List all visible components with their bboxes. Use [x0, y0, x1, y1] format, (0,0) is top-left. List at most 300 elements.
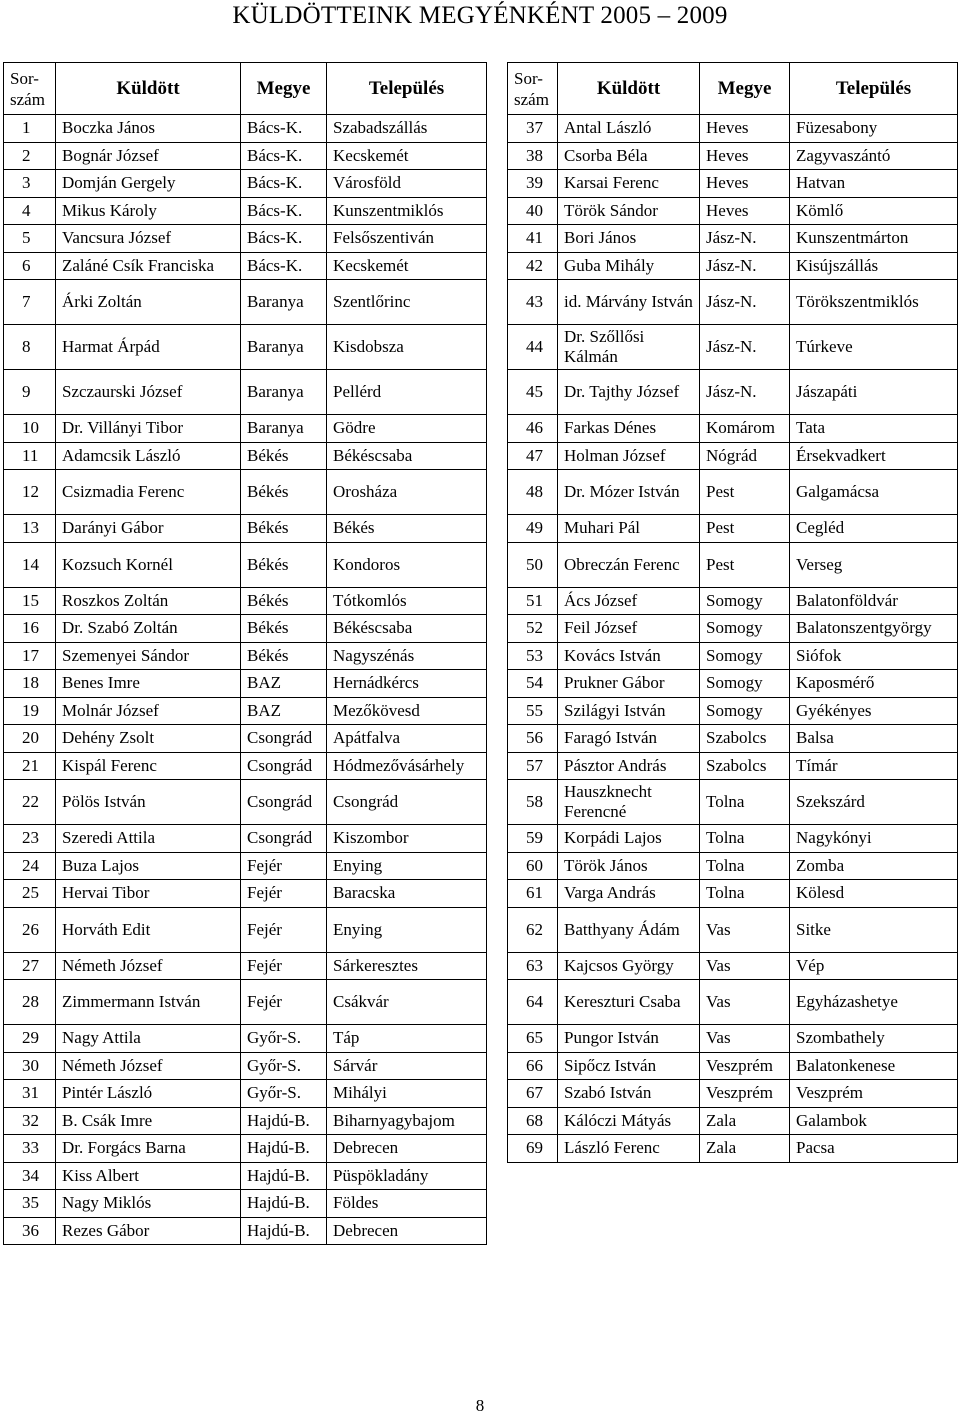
- county-name: BAZ: [241, 697, 327, 725]
- header-telepules: Település: [327, 63, 487, 115]
- town-name: Érsekvadkert: [790, 442, 958, 470]
- county-name: Komárom: [700, 415, 790, 443]
- delegate-name: Kiss Albert: [56, 1162, 241, 1190]
- table-row: [4, 115, 487, 143]
- row-number: 7: [4, 280, 56, 325]
- county-name: Pest: [700, 470, 790, 515]
- town-name: Debrecen: [327, 1217, 487, 1245]
- row-number: 58: [508, 780, 558, 825]
- county-name: Jász-N.: [700, 280, 790, 325]
- county-name: Somogy: [700, 587, 790, 615]
- county-name: Bács-K.: [241, 115, 327, 143]
- delegate-name: Dr. Tajthy József: [558, 370, 700, 415]
- delegate-name: Németh József: [56, 952, 241, 980]
- delegate-name: Obreczán Ferenc: [558, 542, 700, 587]
- table-row: [508, 587, 958, 615]
- county-name: Somogy: [700, 615, 790, 643]
- town-name: Kisdobsza: [327, 325, 487, 370]
- table-row: [508, 170, 958, 198]
- table-row: [508, 907, 958, 952]
- town-name: Kecskemét: [327, 142, 487, 170]
- table-row: [4, 725, 487, 753]
- table-row: [508, 252, 958, 280]
- town-name: Balatonkenese: [790, 1052, 958, 1080]
- delegate-name: Karsai Ferenc: [558, 170, 700, 198]
- town-name: Biharnyagybajom: [327, 1107, 487, 1135]
- delegate-name: Harmat Árpád: [56, 325, 241, 370]
- delegate-name: Dr. Forgács Barna: [56, 1135, 241, 1163]
- county-name: Pest: [700, 542, 790, 587]
- row-number: 66: [508, 1052, 558, 1080]
- town-name: Verseg: [790, 542, 958, 587]
- town-name: Füzesabony: [790, 115, 958, 143]
- town-name: Kölesd: [790, 880, 958, 908]
- county-name: Hajdú-B.: [241, 1217, 327, 1245]
- table-row: [4, 1052, 487, 1080]
- row-number: 28: [4, 980, 56, 1025]
- county-name: Békés: [241, 542, 327, 587]
- county-name: Győr-S.: [241, 1052, 327, 1080]
- table-row: [508, 825, 958, 853]
- county-name: Békés: [241, 587, 327, 615]
- delegate-name: Batthyany Ádám: [558, 907, 700, 952]
- row-number: 25: [4, 880, 56, 908]
- row-number: 20: [4, 725, 56, 753]
- table-header-row: [4, 63, 487, 115]
- delegate-name: Pölös István: [56, 780, 241, 825]
- header-megye: Megye: [700, 63, 790, 115]
- delegate-name: Mikus Károly: [56, 197, 241, 225]
- county-name: Tolna: [700, 880, 790, 908]
- row-number: 53: [508, 642, 558, 670]
- town-name: Gödre: [327, 415, 487, 443]
- town-name: Hernádkércs: [327, 670, 487, 698]
- table-row: [4, 697, 487, 725]
- town-name: Kecskemét: [327, 252, 487, 280]
- table-row: [4, 197, 487, 225]
- delegate-name: Boczka János: [56, 115, 241, 143]
- delegate-name: Zimmermann István: [56, 980, 241, 1025]
- table-row: [4, 1025, 487, 1053]
- delegate-name: Molnár József: [56, 697, 241, 725]
- row-number: 33: [4, 1135, 56, 1163]
- county-name: Veszprém: [700, 1080, 790, 1108]
- table-row: [508, 725, 958, 753]
- delegate-name: Dehény Zsolt: [56, 725, 241, 753]
- row-number: 43: [508, 280, 558, 325]
- table-row: [4, 325, 487, 370]
- delegate-name: Pungor István: [558, 1025, 700, 1053]
- county-name: Jász-N.: [700, 252, 790, 280]
- delegate-name: Zaláné Csík Franciska: [56, 252, 241, 280]
- row-number: 19: [4, 697, 56, 725]
- delegate-name: Muhari Pál: [558, 515, 700, 543]
- town-name: Egyházashetye: [790, 980, 958, 1025]
- table-row: [508, 615, 958, 643]
- town-name: Sárkeresztes: [327, 952, 487, 980]
- town-name: Orosháza: [327, 470, 487, 515]
- row-number: 9: [4, 370, 56, 415]
- table-row: [508, 980, 958, 1025]
- delegate-name: Faragó István: [558, 725, 700, 753]
- town-name: Csongrád: [327, 780, 487, 825]
- delegate-name: Pintér László: [56, 1080, 241, 1108]
- county-name: Zala: [700, 1135, 790, 1163]
- table-row: [4, 415, 487, 443]
- delegate-name: Ács József: [558, 587, 700, 615]
- row-number: 40: [508, 197, 558, 225]
- row-number: 61: [508, 880, 558, 908]
- row-number: 16: [4, 615, 56, 643]
- table-body-left: [4, 115, 487, 1245]
- county-name: Somogy: [700, 697, 790, 725]
- county-name: Vas: [700, 1025, 790, 1053]
- town-name: Balatonföldvár: [790, 587, 958, 615]
- delegate-name: Domján Gergely: [56, 170, 241, 198]
- town-name: Szabadszállás: [327, 115, 487, 143]
- county-name: Bács-K.: [241, 225, 327, 253]
- row-number: 39: [508, 170, 558, 198]
- table-row: [4, 142, 487, 170]
- table-row: [508, 142, 958, 170]
- county-name: Baranya: [241, 370, 327, 415]
- row-number: 56: [508, 725, 558, 753]
- row-number: 67: [508, 1080, 558, 1108]
- county-name: Tolna: [700, 852, 790, 880]
- row-number: 26: [4, 907, 56, 952]
- county-name: Csongrád: [241, 825, 327, 853]
- county-name: Hajdú-B.: [241, 1162, 327, 1190]
- delegate-name: Szabó István: [558, 1080, 700, 1108]
- town-name: Kondoros: [327, 542, 487, 587]
- row-number: 24: [4, 852, 56, 880]
- town-name: Csákvár: [327, 980, 487, 1025]
- table-row: [4, 542, 487, 587]
- town-name: Enying: [327, 907, 487, 952]
- delegate-name: Feil József: [558, 615, 700, 643]
- county-name: Baranya: [241, 325, 327, 370]
- county-name: Jász-N.: [700, 370, 790, 415]
- county-name: Csongrád: [241, 780, 327, 825]
- county-name: Heves: [700, 197, 790, 225]
- row-number: 3: [4, 170, 56, 198]
- county-name: Fejér: [241, 907, 327, 952]
- table-header-row: [508, 63, 958, 115]
- table-row: [508, 1080, 958, 1108]
- row-number: 17: [4, 642, 56, 670]
- county-name: Jász-N.: [700, 225, 790, 253]
- delegate-name: Csorba Béla: [558, 142, 700, 170]
- table-row: [508, 515, 958, 543]
- delegate-name: Adamcsik László: [56, 442, 241, 470]
- row-number: 65: [508, 1025, 558, 1053]
- county-name: Fejér: [241, 852, 327, 880]
- header-sorszam: Sor- szám: [4, 63, 56, 115]
- county-name: Heves: [700, 170, 790, 198]
- delegate-name: Bori János: [558, 225, 700, 253]
- table-row: [4, 280, 487, 325]
- county-name: Vas: [700, 980, 790, 1025]
- town-name: Enying: [327, 852, 487, 880]
- table-row: [4, 442, 487, 470]
- delegate-name: Csizmadia Ferenc: [56, 470, 241, 515]
- delegates-table-left: [3, 62, 487, 1245]
- county-name: Hajdú-B.: [241, 1135, 327, 1163]
- county-name: Fejér: [241, 980, 327, 1025]
- town-name: Hatvan: [790, 170, 958, 198]
- page-number: 8: [475, 1396, 485, 1415]
- table-row: [508, 325, 958, 370]
- town-name: Kisújszállás: [790, 252, 958, 280]
- row-number: 69: [508, 1135, 558, 1163]
- table-row: [4, 670, 487, 698]
- delegate-name: Nagy Miklós: [56, 1190, 241, 1218]
- row-number: 47: [508, 442, 558, 470]
- row-number: 48: [508, 470, 558, 515]
- delegate-name: Varga András: [558, 880, 700, 908]
- county-name: Somogy: [700, 670, 790, 698]
- county-name: Bács-K.: [241, 197, 327, 225]
- table-row: [4, 1162, 487, 1190]
- table-row: [508, 225, 958, 253]
- row-number: 22: [4, 780, 56, 825]
- delegate-name: Kereszturi Csaba: [558, 980, 700, 1025]
- row-number: 2: [4, 142, 56, 170]
- row-number: 18: [4, 670, 56, 698]
- town-name: Városföld: [327, 170, 487, 198]
- town-name: Nagykónyi: [790, 825, 958, 853]
- delegate-name: Prukner Gábor: [558, 670, 700, 698]
- header-kuldott: Küldött: [558, 63, 700, 115]
- county-name: Zala: [700, 1107, 790, 1135]
- county-name: Heves: [700, 115, 790, 143]
- county-name: Vas: [700, 952, 790, 980]
- table-row: [4, 1190, 487, 1218]
- row-number: 38: [508, 142, 558, 170]
- table-row: [508, 197, 958, 225]
- table-row: [4, 752, 487, 780]
- row-number: 27: [4, 952, 56, 980]
- county-name: Hajdú-B.: [241, 1190, 327, 1218]
- delegate-name: Kozsuch Kornél: [56, 542, 241, 587]
- row-number: 11: [4, 442, 56, 470]
- delegate-name: László Ferenc: [558, 1135, 700, 1163]
- delegate-name: Sipőcz István: [558, 1052, 700, 1080]
- table-row: [4, 1135, 487, 1163]
- delegate-name: Szemenyei Sándor: [56, 642, 241, 670]
- delegate-name: Dr. Szabó Zoltán: [56, 615, 241, 643]
- table-row: [4, 880, 487, 908]
- delegate-name: Németh József: [56, 1052, 241, 1080]
- row-number: 57: [508, 752, 558, 780]
- county-name: Baranya: [241, 280, 327, 325]
- row-number: 64: [508, 980, 558, 1025]
- delegates-table-right: [507, 62, 958, 1163]
- county-name: Győr-S.: [241, 1080, 327, 1108]
- table-row: [508, 115, 958, 143]
- table-row: [508, 1052, 958, 1080]
- row-number: 32: [4, 1107, 56, 1135]
- row-number: 44: [508, 325, 558, 370]
- county-name: Bács-K.: [241, 170, 327, 198]
- town-name: Nagyszénás: [327, 642, 487, 670]
- table-row: [4, 470, 487, 515]
- delegate-name: Szilágyi István: [558, 697, 700, 725]
- county-name: Szabolcs: [700, 752, 790, 780]
- row-number: 10: [4, 415, 56, 443]
- delegate-name: Buza Lajos: [56, 852, 241, 880]
- county-name: Békés: [241, 515, 327, 543]
- table-row: [508, 1025, 958, 1053]
- town-name: Baracska: [327, 880, 487, 908]
- county-name: Tolna: [700, 780, 790, 825]
- row-number: 41: [508, 225, 558, 253]
- town-name: Tímár: [790, 752, 958, 780]
- county-name: Pest: [700, 515, 790, 543]
- row-number: 60: [508, 852, 558, 880]
- town-name: Kaposmérő: [790, 670, 958, 698]
- table-row: [4, 952, 487, 980]
- delegate-name: id. Márvány István: [558, 280, 700, 325]
- town-name: Békéscsaba: [327, 615, 487, 643]
- county-name: Szabolcs: [700, 725, 790, 753]
- table-row: [4, 980, 487, 1025]
- table-body-right: [508, 115, 958, 1163]
- town-name: Hódmezővásárhely: [327, 752, 487, 780]
- header-megye: Megye: [241, 63, 327, 115]
- row-number: 68: [508, 1107, 558, 1135]
- delegate-name: Bognár József: [56, 142, 241, 170]
- delegate-name: Dr. Mózer István: [558, 470, 700, 515]
- row-number: 50: [508, 542, 558, 587]
- table-row: [508, 1135, 958, 1163]
- delegate-name: Szeredi Attila: [56, 825, 241, 853]
- row-number: 49: [508, 515, 558, 543]
- table-row: [4, 615, 487, 643]
- table-row: [508, 470, 958, 515]
- row-number: 6: [4, 252, 56, 280]
- delegate-name: Árki Zoltán: [56, 280, 241, 325]
- table-row: [508, 642, 958, 670]
- table-row: [4, 1217, 487, 1245]
- row-number: 31: [4, 1080, 56, 1108]
- town-name: Békéscsaba: [327, 442, 487, 470]
- delegate-name: Antal László: [558, 115, 700, 143]
- delegate-name: Dr. Villányi Tibor: [56, 415, 241, 443]
- table-row: [508, 415, 958, 443]
- town-name: Szombathely: [790, 1025, 958, 1053]
- town-name: Sárvár: [327, 1052, 487, 1080]
- header-kuldott: Küldött: [56, 63, 241, 115]
- town-name: Siófok: [790, 642, 958, 670]
- row-number: 14: [4, 542, 56, 587]
- table-row: [4, 587, 487, 615]
- town-name: Szentlőrinc: [327, 280, 487, 325]
- town-name: Veszprém: [790, 1080, 958, 1108]
- row-number: 37: [508, 115, 558, 143]
- delegate-name: Kálóczi Mátyás: [558, 1107, 700, 1135]
- row-number: 63: [508, 952, 558, 980]
- table-row: [508, 280, 958, 325]
- town-name: Túrkeve: [790, 325, 958, 370]
- town-name: Békés: [327, 515, 487, 543]
- row-number: 21: [4, 752, 56, 780]
- row-number: 34: [4, 1162, 56, 1190]
- row-number: 54: [508, 670, 558, 698]
- row-number: 8: [4, 325, 56, 370]
- county-name: Békés: [241, 615, 327, 643]
- delegate-name: Hervai Tibor: [56, 880, 241, 908]
- row-number: 12: [4, 470, 56, 515]
- row-number: 46: [508, 415, 558, 443]
- delegate-name: Roszkos Zoltán: [56, 587, 241, 615]
- town-name: Mezőkövesd: [327, 697, 487, 725]
- county-name: Veszprém: [700, 1052, 790, 1080]
- row-number: 42: [508, 252, 558, 280]
- town-name: Balsa: [790, 725, 958, 753]
- row-number: 30: [4, 1052, 56, 1080]
- row-number: 45: [508, 370, 558, 415]
- town-name: Pellérd: [327, 370, 487, 415]
- town-name: Jászapáti: [790, 370, 958, 415]
- page-title: KÜLDÖTTEINK MEGYÉNKÉNT 2005 – 2009: [232, 2, 728, 29]
- town-name: Galambok: [790, 1107, 958, 1135]
- delegate-name: Darányi Gábor: [56, 515, 241, 543]
- table-row: [4, 1107, 487, 1135]
- delegate-name: Horváth Edit: [56, 907, 241, 952]
- delegate-name: Guba Mihály: [558, 252, 700, 280]
- table-row: [508, 670, 958, 698]
- row-number: 51: [508, 587, 558, 615]
- town-name: Felsőszentiván: [327, 225, 487, 253]
- table-row: [4, 825, 487, 853]
- delegate-name: Holman József: [558, 442, 700, 470]
- town-name: Vép: [790, 952, 958, 980]
- county-name: BAZ: [241, 670, 327, 698]
- county-name: Bács-K.: [241, 142, 327, 170]
- county-name: Fejér: [241, 952, 327, 980]
- row-number: 29: [4, 1025, 56, 1053]
- delegate-name: Farkas Dénes: [558, 415, 700, 443]
- row-number: 15: [4, 587, 56, 615]
- row-number: 62: [508, 907, 558, 952]
- row-number: 1: [4, 115, 56, 143]
- table-row: [508, 697, 958, 725]
- row-number: 52: [508, 615, 558, 643]
- table-row: [508, 880, 958, 908]
- delegate-name: Nagy Attila: [56, 1025, 241, 1053]
- header-sorszam: Sor- szám: [508, 63, 558, 115]
- county-name: Fejér: [241, 880, 327, 908]
- county-name: Jász-N.: [700, 325, 790, 370]
- town-name: Törökszentmiklós: [790, 280, 958, 325]
- town-name: Mihályi: [327, 1080, 487, 1108]
- town-name: Kunszentmárton: [790, 225, 958, 253]
- table-row: [508, 542, 958, 587]
- delegate-name: Korpádi Lajos: [558, 825, 700, 853]
- town-name: Debrecen: [327, 1135, 487, 1163]
- town-name: Pacsa: [790, 1135, 958, 1163]
- town-name: Kunszentmiklós: [327, 197, 487, 225]
- table-row: [4, 252, 487, 280]
- town-name: Szekszárd: [790, 780, 958, 825]
- delegate-name: Pásztor András: [558, 752, 700, 780]
- delegate-name: Török Sándor: [558, 197, 700, 225]
- row-number: 4: [4, 197, 56, 225]
- county-name: Baranya: [241, 415, 327, 443]
- town-name: Zagyvaszántó: [790, 142, 958, 170]
- county-name: Békés: [241, 642, 327, 670]
